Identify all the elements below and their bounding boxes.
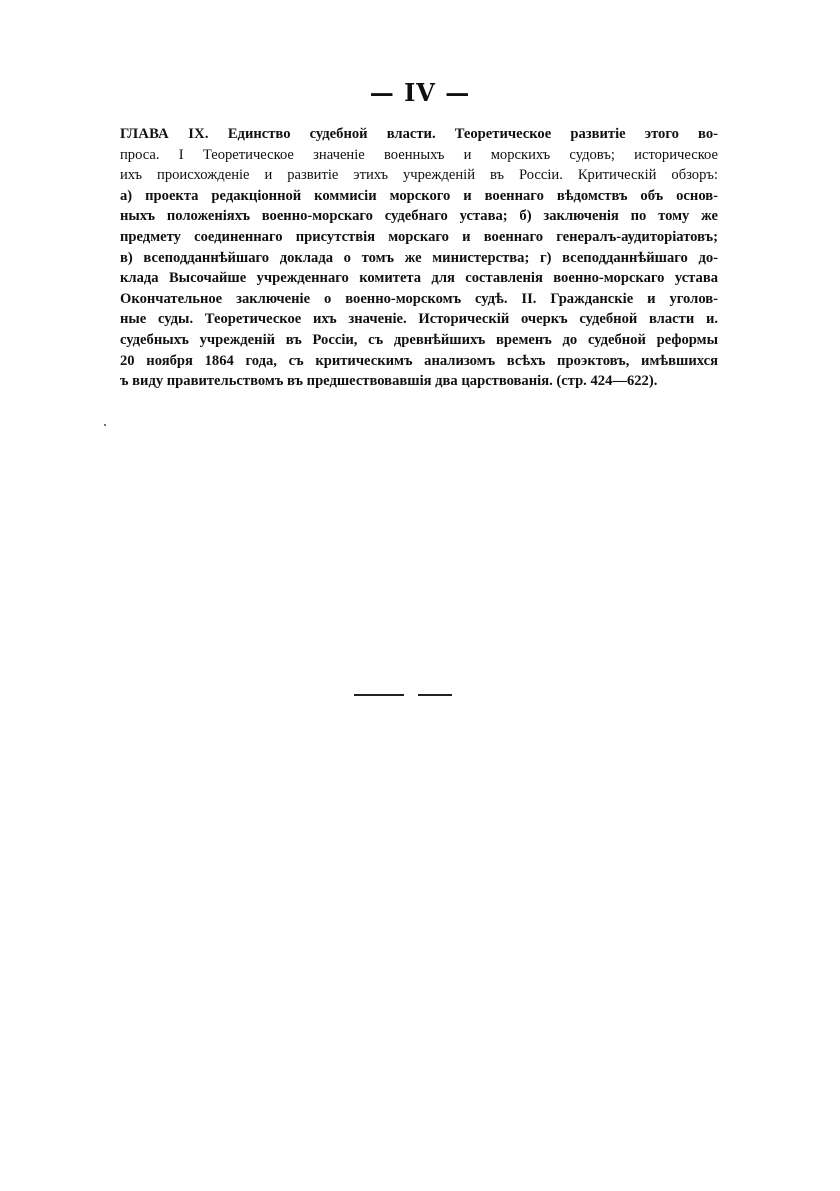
text-line-11: судебныхъ учрежденій въ Россіи, съ древнѣйшихъ временъ до судебной реформы (120, 331, 718, 348)
text-line-7: в) всеподданнѣйшаго доклада о томъ же министерства; г) всеподданнѣйшаго до- (120, 249, 718, 266)
text-line-13: ъ виду правительствомъ въ предшествовавшія два царствованія. (стр. 424—622). (120, 373, 658, 390)
text-line-12: 20 ноября 1864 года, съ критическимъ анализомъ всѣхъ проэктовъ, имѣвшихся (120, 352, 718, 369)
text-line-9: Окончательное заключеніе о военно-морскомъ судѣ. II. Гражданскіе и уголов- (120, 290, 718, 307)
text-line-8: клада Высочайше учрежденнаго комитета для составленія военно-морскаго устава (120, 270, 718, 287)
page-number: — IV — (369, 78, 471, 107)
text-line-10: ные суды. Теоретическое ихъ значеніе. Историческій очеркъ судебной власти и. (120, 311, 718, 328)
text-line-5: ныхъ положеніяхъ военно-морскаго судебнаго устава; б) заключенія по тому же (120, 208, 718, 225)
print-speck (104, 424, 106, 426)
divider-segment (354, 694, 404, 696)
text-line-1 (120, 124, 718, 145)
text-line-4: а) проекта редакціонной коммисіи морского и военнаго вѣдомствъ объ основ- (120, 187, 718, 204)
chapter-paragraph (120, 124, 718, 392)
text-line-6: предмету соединеннаго присутствія морскаго и военнаго генералъ-аудиторіатовъ; (120, 228, 718, 245)
text-line-3: ихъ происхожденіе и развитіе этихъ учрежденій въ Россіи. Критическій обзоръ: (120, 167, 718, 184)
chapter-heading: ГЛАВА IX. (120, 126, 209, 142)
chapter-title: Единство судебной власти. Теоретическое развитіе этого во- (227, 126, 718, 142)
section-divider (354, 694, 452, 696)
divider-segment (418, 694, 452, 696)
text-line-2: проса. I Теоретическое значеніе военныхъ и морскихъ судовъ; историческое (120, 146, 718, 163)
